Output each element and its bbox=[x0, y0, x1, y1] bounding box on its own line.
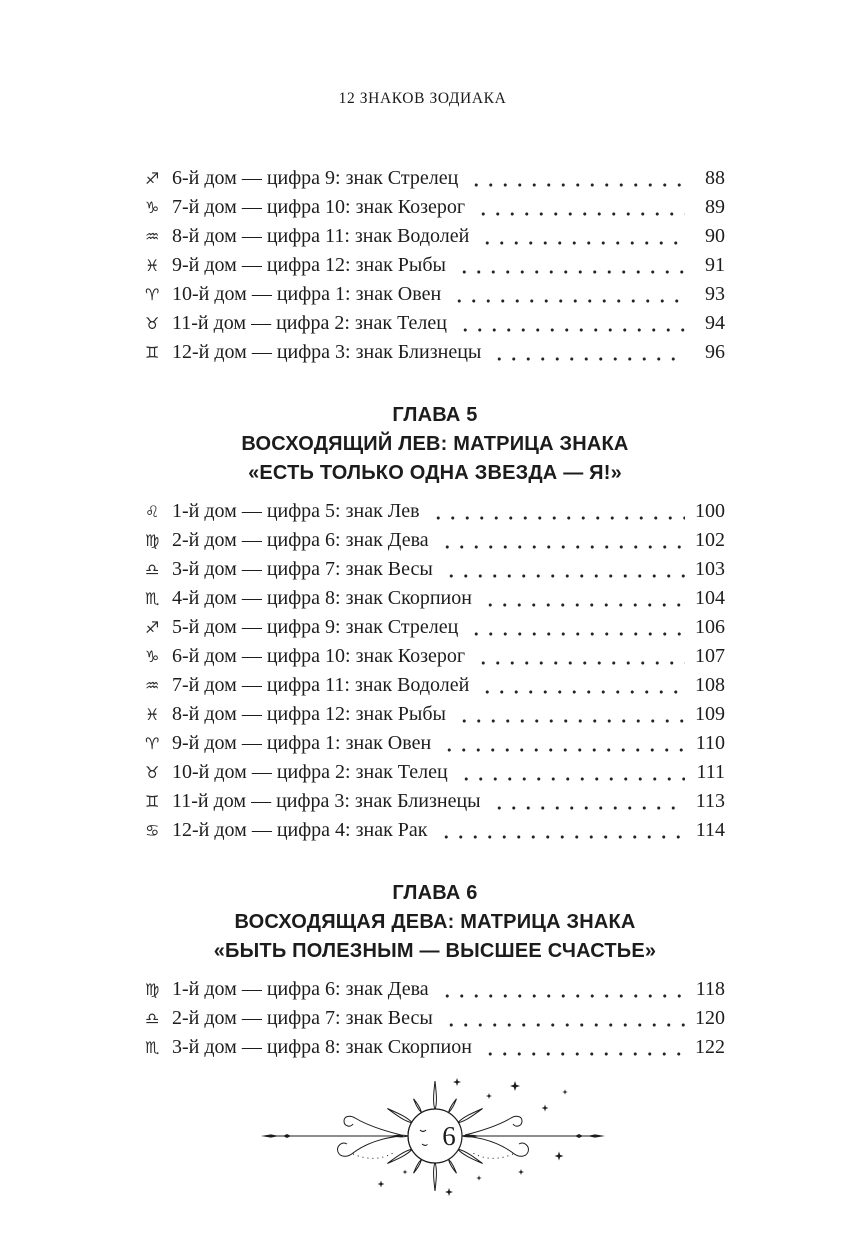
toc-entry bbox=[145, 555, 725, 584]
dot-leader bbox=[440, 555, 685, 584]
scorpio-icon: ♏ bbox=[145, 1037, 160, 1057]
dot-leader bbox=[436, 526, 685, 555]
leo-icon: ♌ bbox=[145, 501, 160, 521]
gemini-icon: ♊ bbox=[145, 342, 160, 362]
entry-label: 1-й дом — цифра 6: знак Дева bbox=[172, 978, 429, 1000]
dot-leader bbox=[455, 758, 685, 787]
entry-page: 103 bbox=[695, 558, 725, 580]
entry-label: 1-й дом — цифра 5: знак Лев bbox=[172, 500, 420, 522]
toc-entry bbox=[145, 816, 725, 845]
dot-leader bbox=[435, 816, 685, 845]
entry-label: 7-й дом — цифра 11: знак Водолей bbox=[172, 674, 470, 696]
entry-page: 106 bbox=[695, 616, 725, 638]
toc-entry bbox=[145, 584, 725, 613]
entry-page: 122 bbox=[695, 1036, 725, 1058]
entry-label: 2-й дом — цифра 6: знак Дева bbox=[172, 529, 429, 551]
entry-label: 4-й дом — цифра 8: знак Скорпион bbox=[172, 587, 472, 609]
toc-block bbox=[145, 879, 725, 1062]
taurus-icon: ♉ bbox=[145, 762, 160, 782]
toc-entry bbox=[145, 975, 725, 1004]
entry-page: 91 bbox=[705, 254, 725, 276]
entry-page: 111 bbox=[696, 761, 725, 783]
dot-leader bbox=[465, 164, 685, 193]
entry-label: 11-й дом — цифра 2: знак Телец bbox=[172, 312, 447, 334]
aries-icon: ♈ bbox=[145, 733, 160, 753]
toc-entry bbox=[145, 729, 725, 758]
toc-entry bbox=[145, 700, 725, 729]
divider-flourish-left bbox=[261, 1116, 403, 1158]
entry-page: 102 bbox=[695, 529, 725, 551]
entry-label: 9-й дом — цифра 12: знак Рыбы bbox=[172, 254, 446, 276]
dot-leader bbox=[454, 309, 685, 338]
dot-leader bbox=[453, 700, 685, 729]
dot-leader bbox=[479, 584, 685, 613]
dot-leader bbox=[465, 613, 685, 642]
toc-entry bbox=[145, 787, 725, 816]
dot-leader bbox=[438, 729, 685, 758]
entry-page: 88 bbox=[705, 167, 725, 189]
entry-label: 8-й дом — цифра 11: знак Водолей bbox=[172, 225, 470, 247]
entry-label: 7-й дом — цифра 10: знак Козерог bbox=[172, 196, 466, 218]
chapter-heading bbox=[145, 879, 725, 966]
toc-entry bbox=[145, 251, 725, 280]
toc-entry bbox=[145, 758, 725, 787]
dot-leader bbox=[427, 497, 685, 526]
scorpio-icon: ♏ bbox=[145, 588, 160, 608]
entry-label: 12-й дом — цифра 3: знак Близнецы bbox=[172, 341, 482, 363]
entry-label: 10-й дом — цифра 1: знак Овен bbox=[172, 283, 442, 305]
entry-label: 6-й дом — цифра 9: знак Стрелец bbox=[172, 167, 459, 189]
entry-page: 89 bbox=[705, 196, 725, 218]
dot-leader bbox=[448, 280, 685, 309]
divider-flourish-right bbox=[463, 1116, 605, 1158]
entry-page: 96 bbox=[705, 341, 725, 363]
entry-page: 118 bbox=[695, 978, 725, 1000]
chapter-heading-line: ВОСХОДЯЩАЯ ДЕВА: МАТРИЦА ЗНАКА bbox=[234, 911, 636, 933]
entry-page: 107 bbox=[695, 645, 725, 667]
cancer-icon: ♋ bbox=[145, 820, 160, 840]
aquarius-icon: ♒ bbox=[145, 675, 160, 695]
entry-page: 94 bbox=[705, 312, 725, 334]
toc-entry bbox=[145, 613, 725, 642]
entry-label: 9-й дом — цифра 1: знак Овен bbox=[172, 732, 432, 754]
dot-leader bbox=[453, 251, 685, 280]
entry-label: 12-й дом — цифра 4: знак Рак bbox=[172, 819, 428, 841]
toc-entry bbox=[145, 280, 725, 309]
toc-entry bbox=[145, 642, 725, 671]
aries-icon: ♈ bbox=[145, 284, 160, 304]
toc-block bbox=[145, 401, 725, 845]
virgo-icon: ♍ bbox=[145, 979, 160, 999]
sun-moon-ornament bbox=[253, 1074, 613, 1206]
entry-page: 113 bbox=[695, 790, 725, 812]
chapter-heading-line: «БЫТЬ ПОЛЕЗНЫМ — ВЫСШЕЕ СЧАСТЬЕ» bbox=[213, 940, 657, 962]
toc-entries bbox=[145, 164, 725, 367]
toc-entry bbox=[145, 1033, 725, 1062]
dot-leader bbox=[472, 642, 685, 671]
entry-page: 90 bbox=[705, 225, 725, 247]
entry-page: 114 bbox=[695, 819, 725, 841]
entry-label: 5-й дом — цифра 9: знак Стрелец bbox=[172, 616, 459, 638]
dot-leader bbox=[440, 1004, 685, 1033]
running-head: 12 ЗНАКОВ ЗОДИАКА bbox=[338, 90, 507, 107]
entry-page: 110 bbox=[695, 732, 725, 754]
entry-page: 120 bbox=[695, 1007, 725, 1029]
toc-entry bbox=[145, 497, 725, 526]
capricorn-icon: ♑ bbox=[145, 646, 160, 666]
sun-moon-ornament-art bbox=[253, 1074, 613, 1206]
entry-label: 10-й дом — цифра 2: знак Телец bbox=[172, 761, 448, 783]
page-number: 6 bbox=[441, 1121, 456, 1151]
toc-entries bbox=[145, 975, 725, 1062]
dot-leader bbox=[488, 787, 685, 816]
entry-page: 109 bbox=[695, 703, 725, 725]
toc-entry bbox=[145, 526, 725, 555]
dot-leader bbox=[472, 193, 685, 222]
dot-leader bbox=[476, 222, 685, 251]
entry-page: 104 bbox=[695, 587, 725, 609]
dot-leader bbox=[476, 671, 685, 700]
entry-page: 93 bbox=[705, 283, 725, 305]
toc-entry bbox=[145, 309, 725, 338]
sagittarius-icon: ♐ bbox=[145, 617, 160, 637]
entry-page: 108 bbox=[695, 674, 725, 696]
aquarius-icon: ♒ bbox=[145, 226, 160, 246]
toc-block bbox=[145, 164, 725, 367]
chapter-heading-line: ГЛАВА 6 bbox=[392, 882, 478, 904]
entry-label: 11-й дом — цифра 3: знак Близнецы bbox=[172, 790, 481, 812]
toc bbox=[145, 164, 725, 1062]
toc-entry bbox=[145, 164, 725, 193]
libra-icon: ♎ bbox=[145, 559, 160, 579]
chapter-heading bbox=[145, 401, 725, 488]
entry-label: 3-й дом — цифра 7: знак Весы bbox=[172, 558, 433, 580]
dot-leader bbox=[436, 975, 685, 1004]
dot-leader bbox=[488, 338, 685, 367]
pisces-icon: ♓ bbox=[145, 704, 160, 724]
capricorn-icon: ♑ bbox=[145, 197, 160, 217]
chapter-heading-line: ВОСХОДЯЩИЙ ЛЕВ: МАТРИЦА ЗНАКА bbox=[241, 433, 629, 455]
entry-label: 8-й дом — цифра 12: знак Рыбы bbox=[172, 703, 446, 725]
toc-entry bbox=[145, 671, 725, 700]
libra-icon: ♎ bbox=[145, 1008, 160, 1028]
entry-label: 2-й дом — цифра 7: знак Весы bbox=[172, 1007, 433, 1029]
sagittarius-icon: ♐ bbox=[145, 168, 160, 188]
entry-label: 3-й дом — цифра 8: знак Скорпион bbox=[172, 1036, 472, 1058]
gemini-icon: ♊ bbox=[145, 791, 160, 811]
toc-entry bbox=[145, 193, 725, 222]
entry-label: 6-й дом — цифра 10: знак Козерог bbox=[172, 645, 466, 667]
taurus-icon: ♉ bbox=[145, 313, 160, 333]
dot-leader bbox=[479, 1033, 685, 1062]
toc-entry bbox=[145, 338, 725, 367]
toc-entry bbox=[145, 1004, 725, 1033]
chapter-heading-line: ГЛАВА 5 bbox=[392, 404, 478, 426]
pisces-icon: ♓ bbox=[145, 255, 160, 275]
virgo-icon: ♍ bbox=[145, 530, 160, 550]
chapter-heading-line: «ЕСТЬ ТОЛЬКО ОДНА ЗВЕЗДА — Я!» bbox=[248, 462, 622, 484]
toc-entries bbox=[145, 497, 725, 845]
toc-entry bbox=[145, 222, 725, 251]
entry-page: 100 bbox=[695, 500, 725, 522]
